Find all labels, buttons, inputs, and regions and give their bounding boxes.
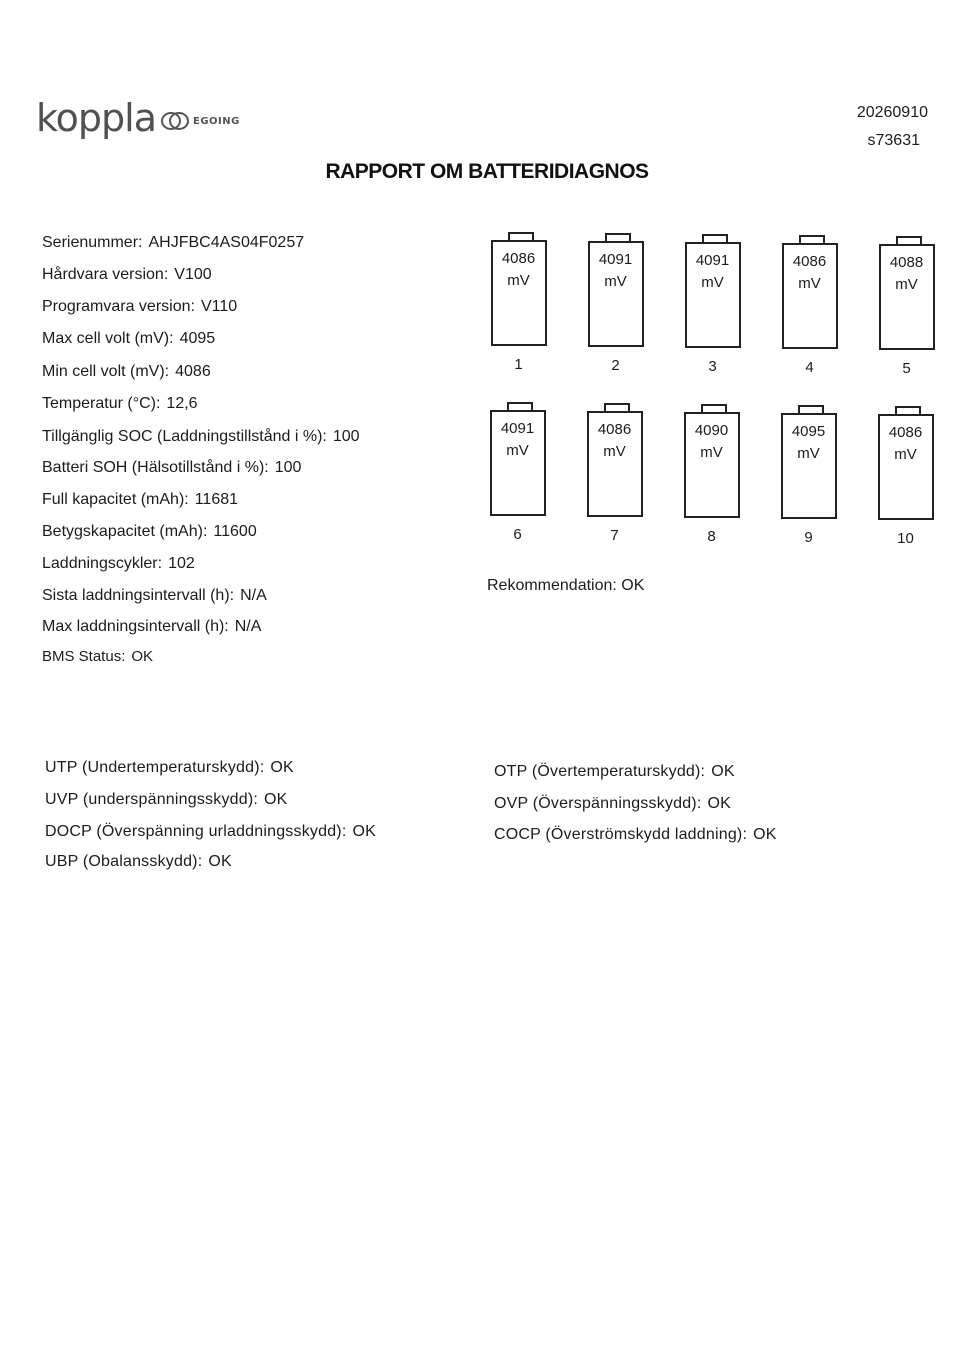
protection-label: OVP (Överspänningsskydd): [494, 795, 702, 812]
info-value: V110 [200, 298, 238, 315]
info-value: 4095 [179, 330, 216, 347]
cell-voltage-unit: mV [700, 444, 723, 461]
info-value: V100 [174, 266, 212, 283]
battery-terminal-icon [605, 233, 631, 241]
info-label: Max cell volt (mV): [42, 330, 174, 347]
info-rated-capacity [42, 523, 257, 541]
cell-voltage-unit: mV [798, 275, 821, 292]
cell-voltage-value: 4091 [695, 252, 730, 269]
egoing-icon [160, 110, 190, 132]
info-label: Max laddningsintervall (h): [42, 618, 229, 635]
protection-value: OK [208, 853, 232, 870]
cell-voltage-value: 4091 [500, 420, 535, 437]
cell-voltage-unit: mV [603, 443, 626, 460]
info-value: 100 [274, 459, 302, 476]
info-label: Betygskapacitet (mAh): [42, 523, 208, 540]
info-serial-number [42, 234, 304, 252]
recommendation-value: OK [621, 577, 645, 594]
cell-index: 6 [513, 526, 522, 543]
cell-voltage-unit: mV [507, 272, 530, 289]
cell-voltage-value: 4095 [791, 423, 826, 440]
cell-index: 8 [707, 528, 716, 545]
cell-index: 1 [514, 356, 523, 373]
info-min-cell-volt [42, 363, 211, 381]
battery-terminal-icon [508, 232, 534, 240]
info-label: Tillgänglig SOC (Laddningstillstånd i %): [42, 428, 327, 445]
info-label: Laddningscykler: [42, 555, 163, 572]
cell-voltage-value: 4086 [792, 253, 827, 270]
protection-label: UVP (underspänningsskydd): [45, 791, 259, 808]
cell-voltage-value: 4086 [501, 250, 536, 267]
info-label: Programvara version: [42, 298, 195, 315]
cell-voltage-unit: mV [894, 446, 917, 463]
report-number: s73631 [867, 132, 920, 149]
info-charge-cycles [42, 555, 195, 573]
cell-voltage [878, 252, 935, 296]
cell-index: 7 [610, 527, 619, 544]
cell-voltage [489, 418, 546, 462]
info-last-charge-interval [42, 587, 267, 605]
battery-terminal-icon [702, 234, 728, 242]
report-date: 20260910 [856, 104, 928, 121]
info-label: BMS Status: [42, 648, 126, 665]
info-soh [42, 459, 301, 477]
battery-terminal-icon [507, 402, 533, 410]
cell-voltage [781, 251, 838, 295]
info-label: Temperatur (°C): [42, 395, 161, 412]
battery-terminal-icon [895, 406, 921, 414]
protection-ubp [45, 853, 232, 871]
protection-ovp [494, 795, 731, 813]
protection-otp [494, 763, 735, 781]
koppla-logo: koppla [36, 96, 156, 140]
protection-value: OK [352, 823, 377, 840]
info-temperature [42, 395, 198, 413]
info-max-cell-volt [42, 330, 215, 348]
battery-terminal-icon [604, 403, 630, 411]
info-value: 12,6 [166, 395, 198, 412]
cell-voltage [586, 419, 643, 463]
cell-index: 2 [611, 357, 620, 374]
cell-voltage [587, 249, 644, 293]
protection-label: COCP (Överströmskydd laddning): [494, 826, 748, 843]
info-label: Hårdvara version: [42, 266, 169, 283]
cell-voltage-unit: mV [506, 442, 529, 459]
battery-terminal-icon [799, 235, 825, 243]
protection-uvp [45, 791, 288, 809]
protection-label: DOCP (Överspänning urladdningsskydd): [45, 823, 347, 840]
protection-label: UBP (Obalansskydd): [45, 853, 203, 870]
info-value: OK [131, 648, 154, 665]
egoing-logo [160, 110, 240, 132]
info-value: 4086 [175, 363, 211, 380]
cell-voltage-unit: mV [895, 276, 918, 293]
info-value: 11600 [213, 523, 257, 540]
info-bms-status [42, 648, 153, 665]
cell-voltage [684, 250, 741, 294]
info-full-capacity [42, 491, 238, 509]
cell-voltage [877, 422, 934, 466]
protection-docp [45, 823, 376, 841]
cell-voltage [780, 421, 837, 465]
info-label: Serienummer: [42, 234, 143, 251]
info-max-charge-interval [42, 618, 261, 636]
cell-index: 3 [708, 358, 717, 375]
cell-voltage-unit: mV [797, 445, 820, 462]
cell-voltage [683, 420, 740, 464]
info-value: N/A [240, 587, 267, 604]
info-label: Min cell volt (mV): [42, 363, 170, 380]
battery-terminal-icon [701, 404, 727, 412]
protection-utp [45, 759, 294, 777]
cell-index: 5 [902, 360, 911, 377]
cell-index: 10 [897, 530, 914, 547]
info-label: Batteri SOH (Hälsotillstånd i %): [42, 459, 269, 476]
info-value: AHJFBC4AS04F0257 [148, 234, 305, 251]
report-title: RAPPORT OM BATTERIDIAGNOS [325, 160, 649, 183]
recommendation [487, 577, 644, 595]
cell-voltage-unit: mV [701, 274, 724, 291]
info-software-version [42, 298, 237, 316]
cell-voltage-value: 4090 [694, 422, 729, 439]
protection-value: OK [707, 795, 731, 812]
protection-label: OTP (Övertemperaturskydd): [494, 763, 706, 780]
info-label: Sista laddningsintervall (h): [42, 587, 235, 604]
protection-value: OK [264, 791, 288, 808]
cell-voltage-value: 4086 [597, 421, 632, 438]
cell-voltage-value: 4088 [889, 254, 924, 271]
battery-terminal-icon [896, 236, 922, 244]
protection-value: OK [270, 759, 294, 776]
info-soc [42, 428, 360, 446]
info-value: N/A [234, 618, 262, 635]
cell-voltage-value: 4086 [888, 424, 923, 441]
cell-voltage-value: 4091 [598, 251, 633, 268]
protection-value: OK [711, 763, 735, 780]
egoing-logo-text: EGOING [193, 115, 240, 127]
info-hardware-version [42, 266, 212, 284]
protection-value: OK [753, 826, 777, 843]
info-label: Full kapacitet (mAh): [42, 491, 189, 508]
info-value: 100 [332, 428, 360, 445]
protection-label: UTP (Undertemperaturskydd): [45, 759, 265, 776]
info-value: 102 [168, 555, 195, 572]
protection-cocp [494, 826, 777, 844]
cell-index: 4 [805, 359, 814, 376]
cell-index: 9 [804, 529, 813, 546]
recommendation-label: Rekommendation: [487, 577, 617, 594]
cell-voltage [490, 248, 547, 292]
battery-terminal-icon [798, 405, 824, 413]
info-value: 11681 [194, 491, 239, 508]
cell-voltage-unit: mV [604, 273, 627, 290]
